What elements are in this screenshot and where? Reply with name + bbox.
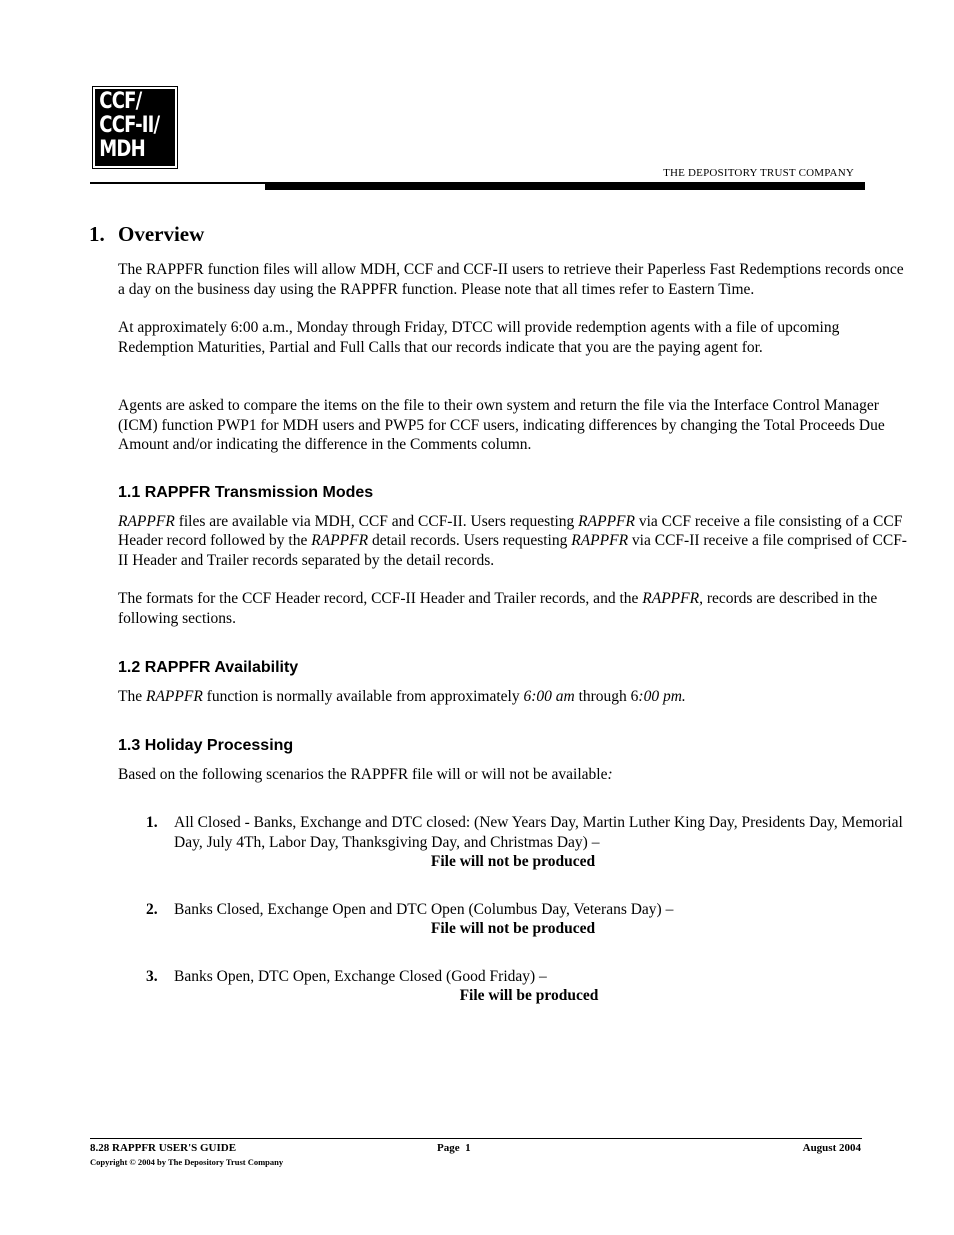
result-text: File will not be produced [430,853,596,870]
paragraph: The formats for the CCF Header record, CCF-II Header and Trailer records, and the RAPPFR, records are described in the following sections. [118,590,878,627]
footer-rule [90,1138,862,1139]
list-item: 3. Banks Open, DTC Open, Exchange Closed (Good Friday) – File will be produced [118,967,908,1006]
company-name: THE DEPOSITORY TRUST COMPANY [663,167,854,179]
paragraph: The RAPPFR function is normally available from approximately 6:00 am through 6:00 pm. [118,688,686,705]
section-heading: 1. Overview [89,222,205,246]
footer-guide-title: 8.28 RAPPFR USER'S GUIDE [90,1142,237,1154]
paragraph: At approximately 6:00 a.m., Monday through Friday, DTCC will provide redemption agents with a file of upcoming Redemption Maturities, Partial and Full Calls that our records indicate that you are the paying agent for. [118,319,840,356]
subsection-heading: 1.2 RAPPFR Availability [118,659,299,676]
header-rule-thin [90,182,265,184]
logo-line: MDH [99,137,145,162]
logo [95,89,175,166]
header-rule-thick [265,182,865,190]
subsection-heading: 1.1 RAPPFR Transmission Modes [118,483,374,501]
paragraph: Agents are asked to compare the items on the file to their own system and return the file via the Interface Control Manager (ICM) function PWP1 for MDH users and PWP5 for CCF users, indicating differences by changing the Total Proceeds Due Amount and/or indicating the difference in the Comments column. [118,397,885,453]
paragraph: RAPPFR files are available via MDH, CCF and CCF-II. Users requesting RAPPFR via CCF receive a file consisting of a CCF Header record followed by the RAPPFR detail records. Users requesting RAPPFR via CCF-II receive a file comprised of CCF-II Header and Trailer records separated by the detail records. [118,512,907,569]
paragraph: The RAPPFR function files will allow MDH, CCF and CCF-II users to retrieve their Paperless Fast Redemptions records once a day on the business day using the RAPPFR function. Please note that all times refer to Eastern Time. [118,261,904,298]
result-text: File will be produced [459,987,599,1004]
document-body [89,222,908,1006]
subsection-heading: 1.3 Holiday Processing [118,736,294,754]
footer-date: August 2004 [802,1142,861,1154]
logo-line: CCF/ [99,89,142,114]
logo-line: CCF-II/ [99,113,160,138]
list-item: 2. Banks Closed, Exchange Open and DTC Open (Columbus Day, Veterans Day) – File will not be produced [118,900,908,939]
holiday-list [118,813,908,1006]
footer-page-number: Page 1 [437,1142,471,1154]
result-text: File will not be produced [430,920,596,937]
footer-copyright: Copyright © 2004 by The Depository Trust Company [90,1157,284,1167]
list-item: 1. All Closed - Banks, Exchange and DTC closed: (New Years Day, Martin Luther King Day, Presidents Day, Memorial Day, July 4Th, Labor Day, Thanksgiving Day, and Christmas Day) – File will not be produced [118,813,908,872]
paragraph: Based on the following scenarios the RAPPFR file will or will not be available: [118,765,613,783]
